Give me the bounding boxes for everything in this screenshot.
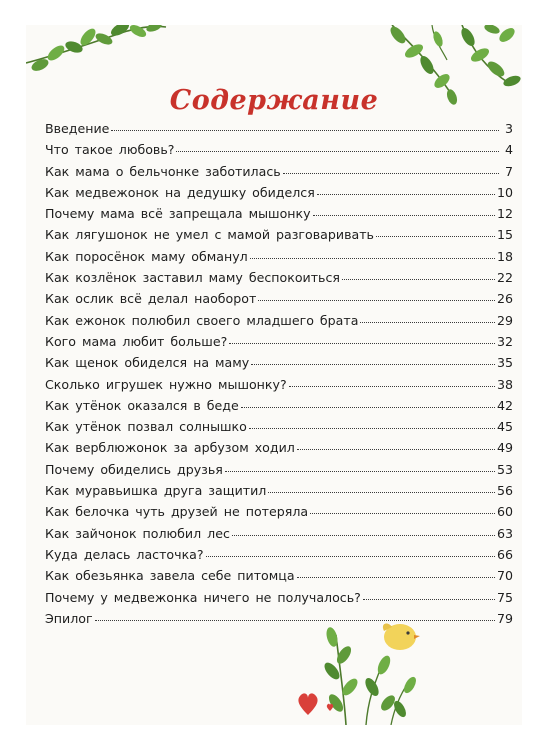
toc-entry-title: Как верблюжонок за арбузом ходил xyxy=(45,440,295,456)
dot-leader xyxy=(360,322,495,323)
dot-leader xyxy=(111,130,499,131)
toc-entry xyxy=(45,419,513,440)
toc-entry xyxy=(45,547,513,568)
toc-entry xyxy=(45,291,513,312)
toc-entry-title: Сколько игрушек нужно мышонку? xyxy=(45,376,287,392)
toc-entry-title: Как утёнок позвал солнышко xyxy=(45,419,247,435)
toc-entry xyxy=(45,483,513,504)
toc-entry-page: 35 xyxy=(496,355,513,371)
toc-entry-title: Кого мама любит больше? xyxy=(45,333,228,349)
toc-entry xyxy=(45,355,513,376)
toc-entry-page: 26 xyxy=(496,291,513,307)
toc-entry-title: Как ежонок полюбил своего младшего брата xyxy=(45,312,359,328)
toc-entry xyxy=(45,185,513,206)
toc-entry-page: 32 xyxy=(496,333,513,349)
dot-leader xyxy=(258,300,495,301)
dot-leader xyxy=(376,236,495,237)
toc-entry-page: 66 xyxy=(496,546,513,562)
toc-entry-title: Как зайчонок полюбил лес xyxy=(45,525,230,541)
bird-icon xyxy=(383,624,420,650)
dot-leader xyxy=(250,258,495,259)
toc-entry-title: Как обезьянка завела себе питомца xyxy=(45,568,295,584)
toc-entry-title: Как ослик всё делал наоборот xyxy=(45,291,257,307)
leaf-branch-icon xyxy=(26,25,176,75)
toc-entry-title: Что такое любовь? xyxy=(45,142,175,158)
toc-entry xyxy=(45,526,513,547)
dot-leader xyxy=(249,428,495,429)
toc-entry xyxy=(45,142,513,163)
toc-entry-page: 10 xyxy=(496,184,513,200)
toc-entry-page: 7 xyxy=(504,163,513,179)
dot-leader xyxy=(225,471,495,472)
toc-entry-title: Как белочка чуть друзей не потеряла xyxy=(45,504,309,520)
toc-entry-page: 15 xyxy=(496,227,513,243)
dot-leader xyxy=(313,215,495,216)
toc-entry-page: 53 xyxy=(496,461,513,477)
toc-entry-title: Как щенок обиделся на маму xyxy=(45,355,250,371)
dot-leader xyxy=(297,449,495,450)
toc-entry xyxy=(45,462,513,483)
toc-entry xyxy=(45,398,513,419)
toc-entry-page: 18 xyxy=(496,248,513,264)
plant-decoration xyxy=(296,615,522,725)
toc-entry xyxy=(45,164,513,185)
toc-entry-page: 3 xyxy=(504,121,513,136)
toc-entry-page: 70 xyxy=(496,568,513,584)
dot-leader xyxy=(310,513,495,514)
toc-entry-page: 38 xyxy=(496,376,513,392)
heart-icon xyxy=(298,693,317,715)
toc-entry-page: 4 xyxy=(504,142,513,158)
toc-entry xyxy=(45,121,513,142)
dot-leader xyxy=(283,173,499,174)
toc-entry-title: Как муравьишка друга защитил xyxy=(45,483,267,499)
toc-entry-title: Как козлёнок заставил маму беспокоиться xyxy=(45,270,340,286)
toc-entry xyxy=(45,334,513,355)
dot-leader xyxy=(232,535,495,536)
dot-leader xyxy=(317,194,495,195)
toc-entry-title: Как мама о бельчонке заботилась xyxy=(45,163,281,179)
toc-entry-page: 29 xyxy=(496,312,513,328)
toc-entry-title: Почему у медвежонка ничего не получалось? xyxy=(45,589,361,605)
dot-leader xyxy=(229,343,495,344)
toc-entry-page: 45 xyxy=(496,419,513,435)
toc-entry xyxy=(45,377,513,398)
toc-entry-page: 22 xyxy=(496,270,513,286)
toc-entry-title: Куда делась ласточка? xyxy=(45,546,204,562)
dot-leader xyxy=(297,577,495,578)
dot-leader xyxy=(251,364,495,365)
toc-entry-page: 56 xyxy=(496,483,513,499)
toc-entry xyxy=(45,590,513,611)
toc-entry-title: Как лягушонок не умел с мамой разговаривать xyxy=(45,227,374,243)
toc-entry xyxy=(45,270,513,291)
toc-entry-page: 63 xyxy=(496,525,513,541)
dot-leader xyxy=(268,492,495,493)
toc-entry-title: Почему обиделись друзья xyxy=(45,461,223,477)
toc-entry-page: 75 xyxy=(496,589,513,605)
toc-entry xyxy=(45,313,513,334)
book-page xyxy=(26,25,522,725)
dot-leader xyxy=(289,386,495,387)
toc-entry xyxy=(45,249,513,270)
toc-entry-title: Как медвежонок на дедушку обиделся xyxy=(45,184,315,200)
toc-entry xyxy=(45,440,513,461)
dot-leader xyxy=(176,151,499,152)
toc-entry-page: 49 xyxy=(496,440,513,456)
toc-entry xyxy=(45,206,513,227)
toc-entry-title: Как поросёнок маму обманул xyxy=(45,248,248,264)
toc-entry-title: Эпилог xyxy=(45,610,93,626)
dot-leader xyxy=(241,407,495,408)
toc-entry-page: 42 xyxy=(496,397,513,413)
toc-entry-title: Как утёнок оказался в беде xyxy=(45,397,239,413)
page-title: Содержание xyxy=(169,85,379,116)
dot-leader xyxy=(206,556,495,557)
toc-entry-page: 12 xyxy=(496,206,513,222)
dot-leader xyxy=(342,279,495,280)
toc-entry xyxy=(45,227,513,248)
table-of-contents xyxy=(45,121,513,632)
heart-icon xyxy=(327,704,333,711)
dot-leader xyxy=(363,599,495,600)
toc-entry-page: 60 xyxy=(496,504,513,520)
toc-entry-title: Введение xyxy=(45,121,110,136)
toc-entry-title: Почему мама всё запрещала мышонку xyxy=(45,206,311,222)
toc-entry-page: 79 xyxy=(496,610,513,626)
toc-entry xyxy=(45,568,513,589)
toc-entry xyxy=(45,504,513,525)
